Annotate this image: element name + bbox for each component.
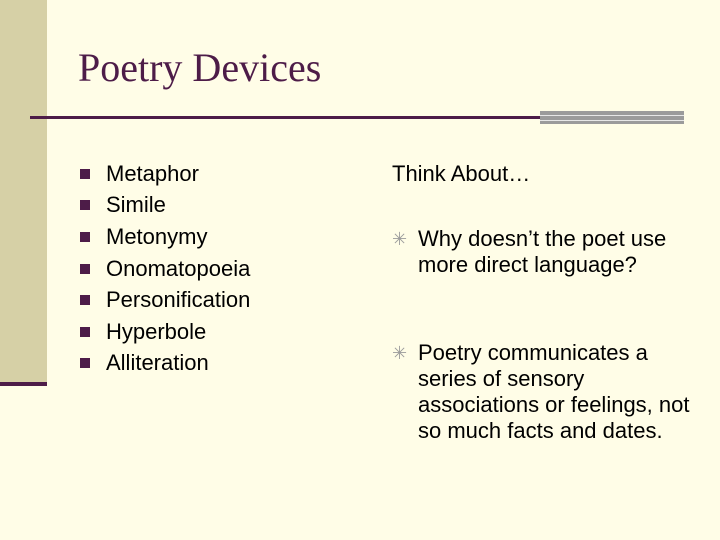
side-decoration-band	[0, 0, 47, 383]
square-bullet-icon	[80, 358, 90, 368]
discussion-point	[392, 340, 692, 444]
asterisk-icon: ✳	[392, 343, 408, 363]
list-item	[80, 253, 250, 285]
list-item	[80, 316, 250, 348]
device-label: Simile	[106, 192, 166, 218]
device-label: Metonymy	[106, 223, 208, 249]
device-label: Hyperbole	[106, 318, 207, 344]
side-decoration-rule	[0, 382, 47, 386]
asterisk-icon: ✳	[392, 229, 408, 249]
square-bullet-icon	[80, 295, 90, 305]
list-item	[80, 221, 250, 253]
list-item	[80, 158, 250, 190]
square-bullet-icon	[80, 169, 90, 179]
device-label: Metaphor	[106, 160, 199, 186]
device-list	[80, 158, 250, 379]
title-underline-accent	[540, 111, 684, 124]
device-label: Alliteration	[106, 350, 209, 376]
slide-title: Poetry Devices	[78, 45, 322, 90]
list-item	[80, 348, 250, 380]
square-bullet-icon	[80, 327, 90, 337]
square-bullet-icon	[80, 264, 90, 274]
point-text: Poetry communicates a series of sensory associations or feelings, not so much facts and dates.	[418, 340, 690, 443]
point-text: Why doesn’t the poet use more direct language?	[418, 226, 667, 277]
device-label: Personification	[106, 287, 251, 313]
device-label: Onomatopoeia	[106, 255, 251, 281]
square-bullet-icon	[80, 232, 90, 242]
list-item	[80, 190, 250, 222]
square-bullet-icon	[80, 200, 90, 210]
title-underline	[30, 116, 540, 119]
list-item	[80, 284, 250, 316]
discussion-point	[392, 226, 692, 278]
think-about-heading: Think About…	[392, 161, 531, 186]
